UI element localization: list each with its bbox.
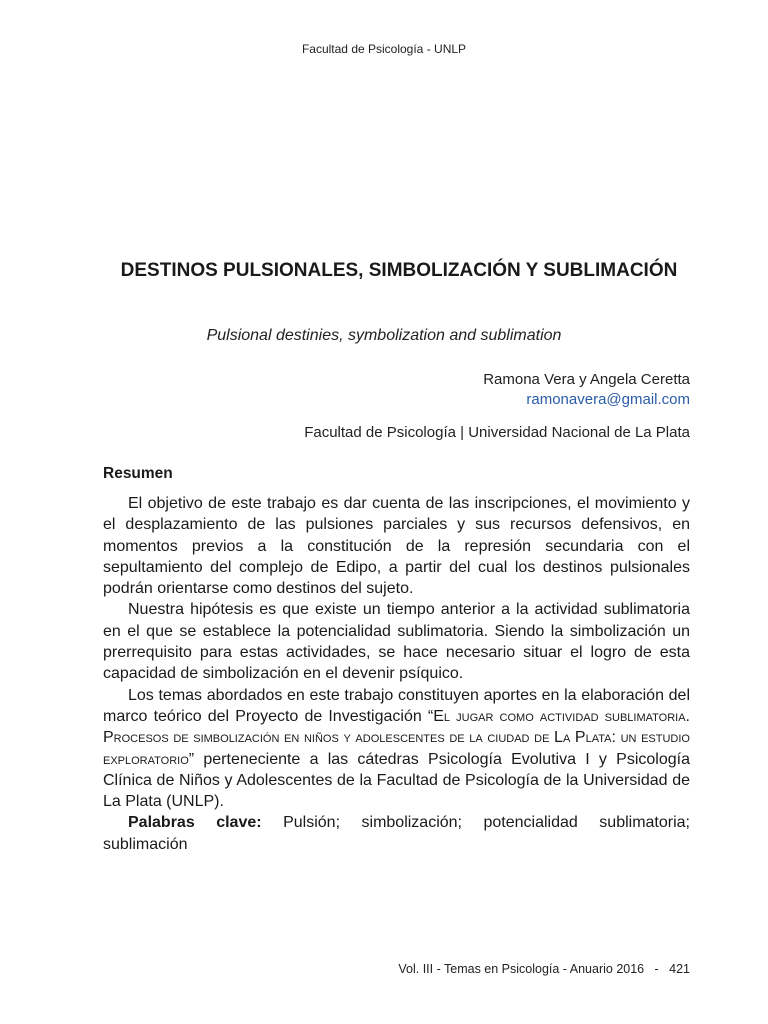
keywords-line <box>103 812 690 855</box>
author-email[interactable]: ramonavera@gmail.com <box>526 391 690 408</box>
article-title: DESTINOS PULSIONALES, SIMBOLIZACIÓN Y SUBLIMACIÓN <box>120 260 678 281</box>
journal-info: Vol. III - Temas en Psicología - Anuario 2016 <box>398 962 645 976</box>
author-names: Ramona Vera y Angela Ceretta <box>483 371 690 388</box>
footer-separator: - <box>654 962 659 976</box>
abstract-body <box>103 493 690 855</box>
keywords-label: Palabras clave: <box>128 814 262 832</box>
abstract-paragraph: El objetivo de este trabajo es dar cuenta de las inscripciones, el movimiento y el desplazamiento de las pulsiones parciales y sus recursos defensivos, en momentos previos a la constitución de la represión secundaria con el sepultamiento del complejo de Edipo, a partir del cual los destinos pulsionales podrán orientarse como destinos del sujeto. <box>103 495 690 598</box>
running-footer <box>398 962 690 976</box>
abstract-paragraph <box>103 599 690 684</box>
running-header: Facultad de Psicología - UNLP <box>301 42 467 56</box>
abstract-heading: Resumen <box>103 465 173 482</box>
article-subtitle: Pulsional destinies, symbolization and sublimation <box>206 327 562 344</box>
keywords-list: Pulsión; simbolización; potencialidad sublimatoria; sublimación <box>103 814 691 853</box>
abstract-text: ” perteneciente a las cátedras Psicología Evolutiva I y Psicología Clínica de Niños y Adolescentes de la Facultad de Psicología de la Universidad de La Plata (UNLP). <box>103 750 690 811</box>
page-number: 421 <box>669 962 690 976</box>
project-title: El jugar como actividad sublimatoria. Procesos de simbolización en niños y adolescentes de la ciudad de La Plata: un estudio exploratorio <box>103 707 690 768</box>
author-block <box>483 370 690 410</box>
abstract-paragraph <box>103 685 690 813</box>
abstract-text: Nuestra hipótesis es que existe un tiempo anterior a la actividad sublimatoria en el que se establece la potencialidad sublimatoria. Siendo la simbolización un prerrequisito para estas actividades, se hace necesario situar el logro de esta capacidad de simbolización en el devenir psíquico. <box>103 601 690 683</box>
affiliation: Facultad de Psicología | Universidad Nacional de La Plata <box>304 424 690 441</box>
abstract-text: Los temas abordados en este trabajo constituyen aportes en la elaboración del marco teórico del Proyecto de Investigación “ <box>103 686 690 725</box>
